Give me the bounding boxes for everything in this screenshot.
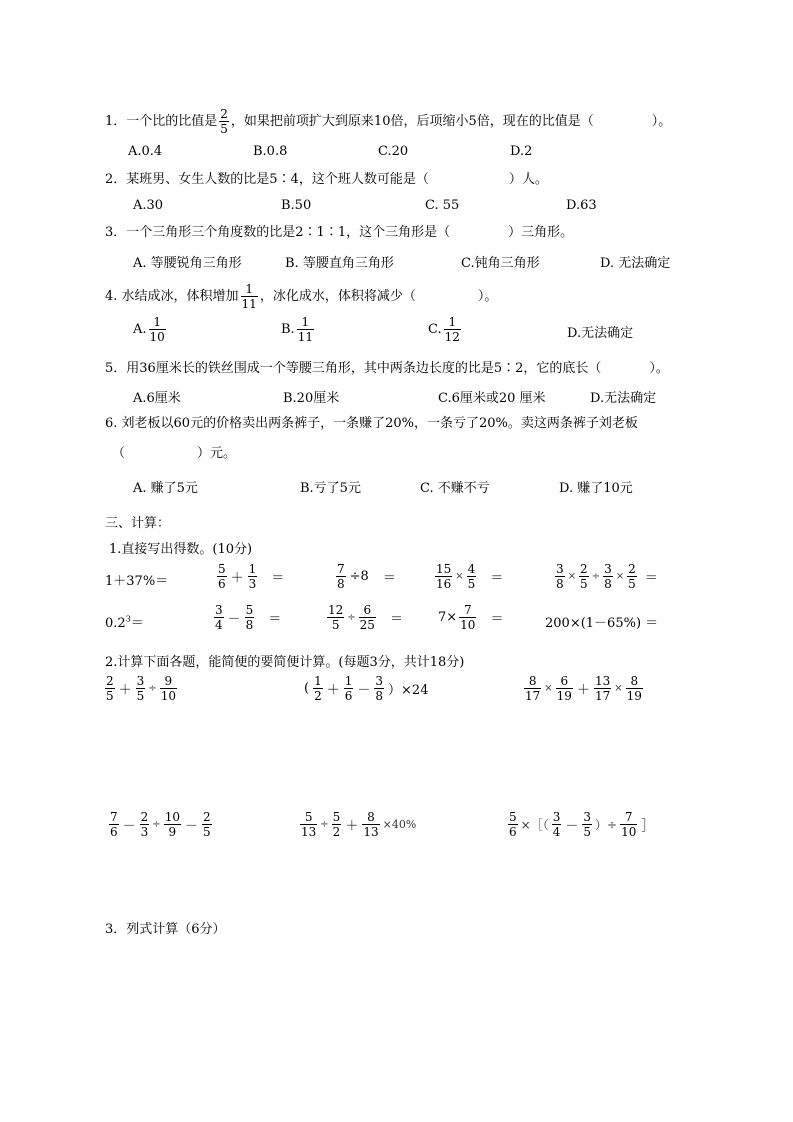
- fraction: $\frac{6}{25}$: [359, 603, 375, 632]
- q4-option-c[interactable]: C. $\frac{1}{12}$: [428, 315, 460, 344]
- fraction: $\frac{7}{8}$: [337, 562, 345, 591]
- q5-option-d[interactable]: D.无法确定: [590, 391, 657, 406]
- expr-2: ( $\frac{1}{2}$ ＋ $\frac{1}{6}$ － $\frac{3}{8}$ ）×24: [304, 674, 429, 703]
- q4-text-pre: 4. 水结成冰，体积增加: [105, 289, 239, 304]
- expr-4: $\frac{7}{6}$ － $\frac{2}{3}$ ÷ $\frac{10}{9}$ － $\frac{2}{5}$: [110, 810, 211, 839]
- fraction: $\frac{13}{17}$: [594, 674, 611, 703]
- calc-2-5: 200×(1－65%) ＝: [545, 616, 659, 631]
- q4-option-a[interactable]: A. $\frac{1}{10}$: [133, 315, 165, 344]
- expr-5: $\frac{5}{13}$ ÷ $\frac{5}{2}$ ＋ $\frac{8}{13}$ ×40%: [301, 810, 417, 839]
- q1-text-pre: 1．一个比的比值是: [105, 114, 218, 129]
- fraction: $\frac{3}{5}$: [583, 810, 591, 839]
- q3-option-d[interactable]: D. 无法确定: [600, 256, 671, 271]
- fraction: $\frac{7}{10}$: [621, 810, 637, 839]
- fraction: $\frac{3}{5}$: [136, 674, 145, 703]
- fraction: $\frac{3}{8}$: [556, 562, 564, 591]
- fraction: $\frac{1}{3}$: [248, 562, 257, 591]
- section-3-title: 三、计算：: [105, 516, 171, 531]
- q2-option-a[interactable]: A.30: [133, 198, 164, 213]
- q4-text-post: ，冰化成水，体积将减少（: [259, 289, 416, 304]
- q4-text-close: ）。: [477, 289, 498, 304]
- fraction: $\frac{7}{10}$: [460, 603, 476, 632]
- fraction: $\frac{8}{19}$: [626, 674, 642, 703]
- calc-2-3: $\frac{12}{5}$ ÷ $\frac{6}{25}$ ＝: [328, 603, 403, 632]
- q1-option-d[interactable]: D.2: [510, 144, 533, 159]
- q5-text-close: ）。: [649, 361, 669, 376]
- question-1: [105, 107, 671, 136]
- fraction: $\frac{5}{8}$: [245, 603, 254, 632]
- fraction: $\frac{15}{16}$: [436, 562, 452, 591]
- fraction: $\frac{2}{5}$: [628, 562, 636, 591]
- fraction: $\frac{1}{6}$: [344, 674, 353, 703]
- q3-option-a[interactable]: A. 等腰锐角三角形: [133, 256, 242, 271]
- question-2: [105, 172, 548, 188]
- q1-fraction: $\frac{2}{5}$: [220, 107, 228, 136]
- calc-1-1: 1＋37%＝: [105, 574, 169, 589]
- fraction: $\frac{8}{17}$: [525, 674, 541, 703]
- calc-1-3: $\frac{7}{8}$ ÷8 ＝: [337, 562, 396, 591]
- fraction: $\frac{8}{13}$: [363, 810, 379, 839]
- q4-option-c-fraction: $\frac{1}{12}$: [444, 315, 460, 344]
- question-5: [105, 361, 669, 377]
- q4-option-b[interactable]: B. $\frac{1}{11}$: [281, 315, 313, 344]
- fraction: $\frac{3}{8}$: [375, 674, 384, 703]
- q5-option-b[interactable]: B.20厘米: [283, 391, 340, 406]
- q4-option-d[interactable]: D.无法确定: [567, 326, 634, 341]
- expr-6: $\frac{5}{6}$ ×［（ $\frac{3}{4}$ － $\frac{3}{5}$ ）÷ $\frac{7}{10}$ ］: [509, 810, 655, 839]
- question-3: [105, 225, 573, 241]
- question-6-line-1: 6. 刘老板以60元的价格卖出两条裤子，一条赚了20%，一条亏了20%。卖这两条裤子刘老板: [105, 416, 638, 431]
- fraction: $\frac{12}{5}$: [328, 603, 344, 632]
- fraction: $\frac{2}{3}$: [140, 810, 149, 839]
- part-3-title: 3．列式计算（6分）: [105, 922, 226, 937]
- fraction: $\frac{5}{2}$: [332, 810, 341, 839]
- q3-option-b[interactable]: B. 等腰直角三角形: [285, 256, 394, 271]
- q3-text-close: ）三角形。: [508, 225, 574, 240]
- q6-option-d[interactable]: D. 赚了10元: [559, 481, 633, 496]
- q4-fraction: $\frac{1}{11}$: [241, 282, 257, 311]
- calc-2-2: $\frac{3}{4}$ － $\frac{5}{8}$ ＝: [215, 603, 282, 632]
- q6-option-a[interactable]: A. 赚了5元: [133, 481, 198, 496]
- fraction: $\frac{3}{8}$: [604, 562, 612, 591]
- fraction: $\frac{3}{4}$: [215, 603, 223, 632]
- calc-2-1: $0.2^3=$: [105, 614, 144, 631]
- calc-1-5: $\frac{3}{8}$ × $\frac{2}{5}$ ÷ $\frac{3}{8}$ × $\frac{2}{5}$ ＝: [556, 562, 658, 591]
- fraction: $\frac{7}{6}$: [110, 810, 118, 839]
- q4-option-b-fraction: $\frac{1}{11}$: [297, 315, 313, 344]
- q1-option-a[interactable]: A.0.4: [128, 144, 163, 159]
- fraction: $\frac{5}{6}$: [509, 810, 517, 839]
- calc-2-4: 7× $\frac{7}{10}$ ＝: [438, 603, 504, 632]
- question-6-line-2: （ ）元。: [112, 446, 237, 461]
- question-4: [105, 282, 497, 311]
- q2-text: 2．某班男、女生人数的比是5∶4，这个班人数可能是（: [105, 172, 429, 187]
- part-1-title: 1.直接写出得数。(10分): [109, 542, 253, 557]
- q5-option-a[interactable]: A.6厘米: [133, 391, 181, 406]
- fraction: $\frac{2}{5}$: [106, 674, 114, 703]
- calc-1-4: $\frac{15}{16}$ × $\frac{4}{5}$ ＝: [436, 562, 504, 591]
- fraction: $\frac{2}{5}$: [580, 562, 588, 591]
- q3-option-c[interactable]: C.钝角三角形: [461, 256, 540, 271]
- q2-option-c[interactable]: C. 55: [425, 198, 460, 213]
- q1-option-b[interactable]: B.0.8: [253, 144, 288, 159]
- q6-option-c[interactable]: C. 不赚不亏: [420, 481, 490, 496]
- q1-text-close: ）。: [651, 114, 672, 129]
- fraction: $\frac{6}{19}$: [556, 674, 572, 703]
- part-2-title: 2.计算下面各题，能简便的要简便计算。(每题3分，共计18分): [105, 655, 465, 670]
- q5-option-c[interactable]: C.6厘米或20 厘米: [438, 391, 546, 406]
- fraction: $\frac{5}{13}$: [301, 810, 317, 839]
- q1-option-c[interactable]: C.20: [378, 144, 409, 159]
- q1-text-post: ，如果把前项扩大到原来10倍，后项缩小5倍，现在的比值是（: [230, 114, 594, 129]
- q2-text-close: ）人。: [508, 172, 548, 187]
- fraction: $\frac{1}{2}$: [314, 674, 322, 703]
- fraction: $\frac{9}{10}$: [160, 674, 176, 703]
- expr-3: $\frac{8}{17}$ × $\frac{6}{19}$ ＋ $\frac{13}{17}$ × $\frac{8}{19}$: [525, 674, 642, 703]
- q5-text: 5．用36厘米长的铁丝围成一个等腰三角形，其中两条边长度的比是5∶2，它的底长（: [105, 361, 602, 376]
- q6-option-b[interactable]: B.亏了5元: [300, 481, 361, 496]
- q3-text: 3．一个三角形三个角度数的比是2∶1∶1，这个三角形是（: [105, 225, 451, 240]
- fraction: $\frac{3}{4}$: [552, 810, 561, 839]
- fraction: $\frac{5}{6}$: [218, 562, 226, 591]
- calc-1-2: $\frac{5}{6}$ ＋ $\frac{1}{3}$ ＝: [218, 562, 285, 591]
- q4-option-a-fraction: $\frac{1}{10}$: [149, 315, 165, 344]
- q2-option-d[interactable]: D.63: [566, 198, 597, 213]
- fraction: $\frac{2}{5}$: [202, 810, 211, 839]
- q2-option-b[interactable]: B.50: [281, 198, 312, 213]
- expr-1: $\frac{2}{5}$ ＋ $\frac{3}{5}$ ÷ $\frac{9}{10}$: [106, 674, 176, 703]
- fraction: $\frac{10}{9}$: [164, 810, 180, 839]
- fraction: $\frac{4}{5}$: [467, 562, 476, 591]
